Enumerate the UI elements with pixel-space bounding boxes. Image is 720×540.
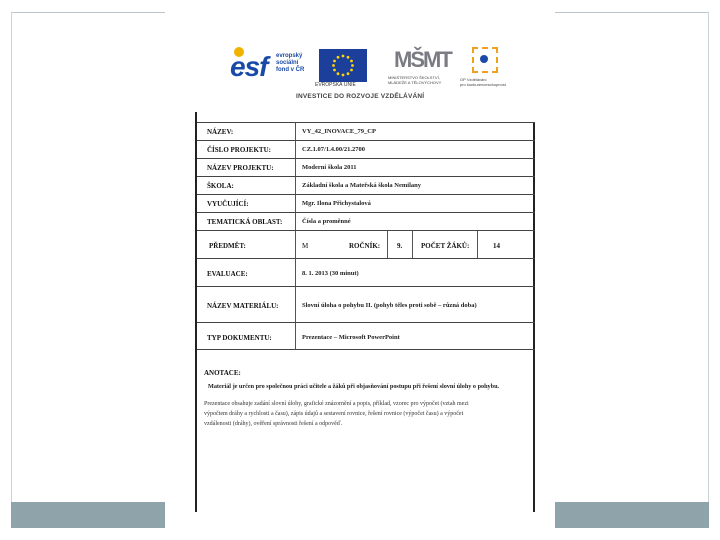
- row-label: VYUČUJÍCÍ:: [207, 200, 249, 208]
- row-value: Prezentace – Microsoft PowerPoint: [302, 334, 400, 341]
- table-row: [197, 158, 535, 176]
- row-value: Základní škola a Mateřská škola Nemilany: [302, 182, 422, 189]
- esf-text-line: evropský: [276, 53, 303, 59]
- column-divider: [412, 231, 413, 258]
- doctype-row: [197, 322, 535, 350]
- table-row: [197, 176, 535, 194]
- op-text-line: pro konkurenceschopnost: [460, 82, 506, 87]
- grade-value: 9.: [397, 242, 403, 250]
- msmt-text-line: MINISTERSTVO ŠKOLSTVÍ,: [388, 75, 440, 80]
- logo-strip: [230, 45, 515, 105]
- annotation-line: výpočtem dráhy a rychlosti a času), zápis údajů a sestavení rovnice, řešení rovnice (výpočet času) a výpočet: [204, 411, 464, 417]
- row-label: TEMATICKÁ OBLAST:: [207, 218, 283, 226]
- esf-text: [276, 53, 304, 74]
- column-divider: [295, 213, 296, 230]
- row-label: ČÍSLO PROJEKTU:: [207, 146, 271, 154]
- material-row: [197, 286, 535, 322]
- row-label: EVALUACE:: [207, 270, 248, 278]
- annotation-line: vzdálenosti (dráhy), ověření správnosti řešení a odpověď.: [204, 421, 343, 427]
- column-divider: [295, 323, 296, 349]
- msmt-text: [388, 75, 468, 85]
- row-value: CZ.1.07/1.4.00/21.2700: [302, 146, 366, 153]
- table-row: [197, 212, 535, 230]
- row-label: ŠKOLA:: [207, 182, 234, 190]
- frame-top-line-left: [11, 12, 165, 13]
- annotation-description: [204, 399, 529, 429]
- msmt-text-line: MLÁDEŽE A TĚLOVÝCHOVY: [388, 80, 442, 85]
- annotation-title: ANOTACE:: [204, 369, 241, 377]
- column-divider: [295, 259, 296, 286]
- footer-bar-left: [11, 502, 165, 528]
- eu-caption: EVROPSKÁ UNIE: [315, 82, 356, 88]
- row-value: Mgr. Ilona Přichystalová: [302, 200, 371, 207]
- info-table: [197, 122, 535, 350]
- annotation-line: Prezentace obsahuje zadání slovní úlohy, grafické znázornění a popis, příklad, vzorec pro výpočet (vztah mezi: [204, 401, 469, 407]
- esf-text-line: fond v ČR: [276, 67, 305, 73]
- frame-right-edge: [708, 12, 709, 502]
- column-divider: [295, 123, 296, 140]
- column-divider: [387, 231, 388, 258]
- esf-logo: [230, 47, 310, 87]
- eu-flag-icon: [319, 49, 367, 82]
- column-divider: [295, 177, 296, 194]
- subject-value: M: [302, 242, 309, 250]
- row-value: Moderní škola 2011: [302, 164, 357, 171]
- column-divider: [295, 287, 296, 322]
- op-logo: [460, 47, 515, 89]
- op-text: [460, 77, 520, 87]
- column-divider: [295, 141, 296, 158]
- row-label: TYP DOKUMENTU:: [207, 334, 272, 342]
- row-label: NÁZEV MATERIÁLU:: [207, 302, 279, 310]
- row-value: Čísla a proměnné: [302, 218, 351, 225]
- row-value: Slovní úloha o pohybu II. (pohyb těles proti sobě – různá doba): [302, 302, 477, 309]
- msmt-mark: MŠMT: [394, 47, 451, 72]
- esf-mark: esf: [230, 51, 268, 82]
- table-row: [197, 194, 535, 212]
- column-divider: [295, 159, 296, 176]
- grade-label: ROČNÍK:: [349, 242, 381, 250]
- table-row: [197, 140, 535, 158]
- pupils-label: POČET ŽÁKŮ:: [421, 242, 470, 250]
- frame-left-edge: [11, 12, 12, 502]
- esf-text-line: sociální: [276, 60, 299, 66]
- table-row: [197, 122, 535, 140]
- evaluation-row: [197, 258, 535, 286]
- footer-bar-right: [555, 502, 709, 528]
- row-value: VY_42_INOVACE_79_CP: [302, 128, 376, 135]
- subject-label: PŘEDMĚT:: [209, 242, 246, 250]
- row-value: 8. 1. 2013 (30 minut): [302, 270, 359, 277]
- column-divider: [295, 231, 296, 258]
- op-text-line: OP Vzdělávání: [460, 77, 487, 82]
- column-divider: [477, 231, 478, 258]
- column-divider: [295, 195, 296, 212]
- pupils-value: 14: [493, 242, 500, 250]
- op-dot-icon: [480, 55, 488, 63]
- frame-top-line-right: [555, 12, 709, 13]
- msmt-logo: [388, 47, 458, 87]
- investment-slogan: INVESTICE DO ROZVOJE VZDĚLÁVÁNÍ: [296, 93, 425, 100]
- annotation-paragraph: Materiál je určen pro společnou práci učitele a žáků při objasňování postupu při řešení slovní úlohy o pohybu.: [208, 383, 500, 390]
- row-label: NÁZEV PROJEKTU:: [207, 164, 274, 172]
- row-label: NÁZEV:: [207, 128, 234, 136]
- subject-row: [197, 230, 535, 258]
